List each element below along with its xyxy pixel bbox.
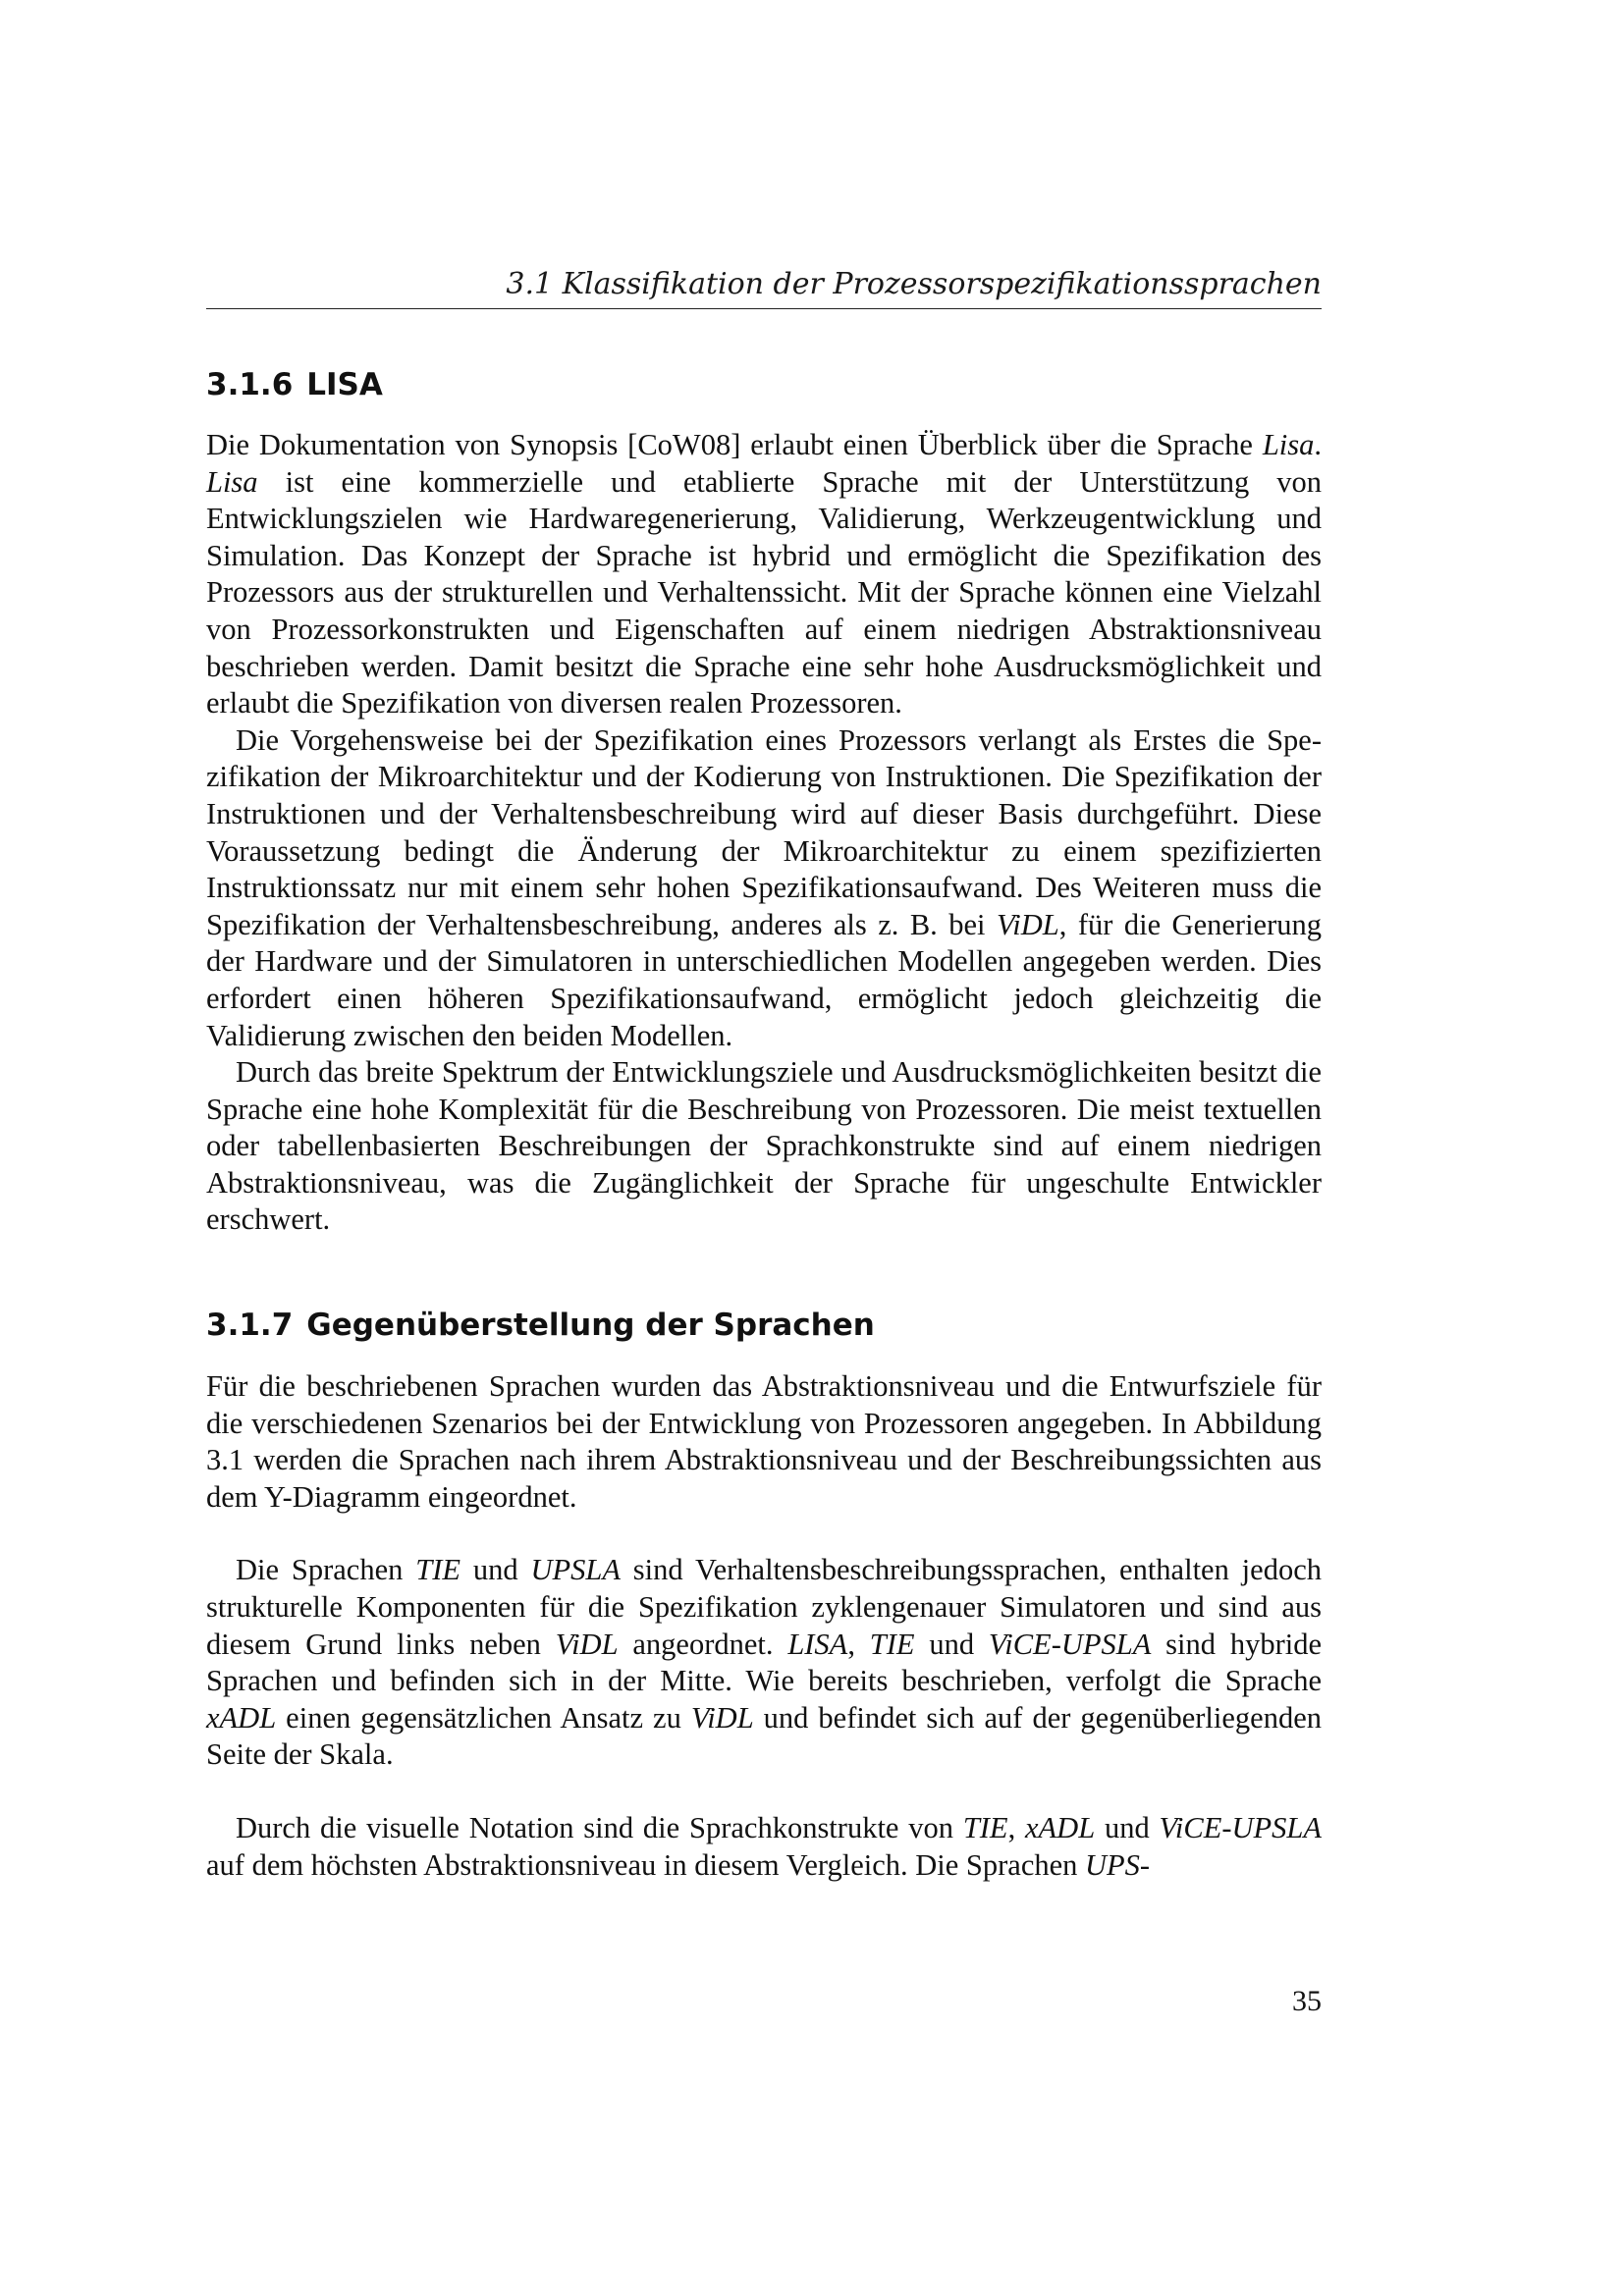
page-number: 35: [1292, 1985, 1322, 2017]
header-rule: [206, 308, 1322, 309]
section-number: 3.1.7: [206, 1308, 294, 1343]
running-header: 3.1 Klassifikation der Prozessorspezifikationssprachen: [506, 267, 1322, 301]
section-comparison-body: [206, 1368, 1322, 1884]
section-title: Gegenüberstellung der Sprachen: [306, 1308, 875, 1343]
section-title: LISA: [306, 367, 383, 402]
section-heading-comparison: [206, 1306, 1322, 1345]
paragraph: Die Sprachen TIE und UPSLA sind Verhaltensbeschreibungssprachen, enthalten jedoch strukturelle Komponenten für die Spezifikation zyklengenauer Simulatoren und sind aus diesem Grund links neben ViDL angeordnet. LISA, TIE und ViCE-UPSLA sind hybride Sprachen und befinden sich in der Mitte. Wie bereits beschrieben, verfolgt die Sprache xADL einen gegensätzlichen Ansatz zu ViDL und befindet sich auf der gegenüberliegenden Seite der Skala.: [206, 1553, 1322, 1772]
section-heading-lisa: [206, 365, 1322, 404]
paragraph: Für die beschriebenen Sprachen wurden das Abstraktionsniveau und die Entwurfsziele für die verschiedenen Szenarios bei der Entwicklung von Prozessoren angegeben. In Abbildung 3.1 werden die Sprachen nach ihrem Abstraktionsniveau und der Beschreibungssichten aus dem Y-Diagramm eingeordnet.: [206, 1369, 1322, 1514]
paragraph: Durch die visuelle Notation sind die Sprachkonstrukte von TIE, xADL und ViCE-UPSLA auf dem höchsten Abstraktionsniveau in diesem Vergleich. Die Sprachen UPS-: [206, 1810, 1323, 1882]
paragraph: Die Dokumentation von Synopsis [CoW08] erlaubt einen Überblick über die Sprache Lisa. Lisa ist eine kommerzielle und etablierte Sprache mit der Unterstützung von Entwicklungszielen wie Hardwaregenerierung, Validierung, Werkzeugentwicklung und Simulation. Das Konzept der Sprache ist hybrid und ermöglicht die Spezifikation des Prozessors aus der strukturellen und Verhaltenssicht. Mit der Sprache können eine Vielzahl von Prozessorkonstrukten und Eigenschaften auf einem niedrigen Abstraktionsniveau beschrieben werden. Damit besitzt die Sprache eine sehr hohe Ausdrucksmöglichkeit und erlaubt die Spezifikation von diversen realen Prozessoren.: [206, 428, 1322, 721]
section-number: 3.1.6: [206, 367, 294, 402]
section-lisa-body: [206, 427, 1322, 1239]
paragraph: Durch das breite Spektrum der Entwicklungsziele und Ausdrucksmöglichkeiten besitzt die Sprache eine hohe Komplexität für die Beschreibung von Prozessoren. Die meist textuellen oder tabellenbasierten Beschreibungen der Sprachkonstrukte sind auf einem niedrigen Abstraktionsniveau, was die Zugänglichkeit der Sprache für ungeschulte Entwickler erschwert.: [206, 1055, 1322, 1237]
paragraph: Die Vorgehensweise bei der Spezifikation eines Prozessors verlangt als Erstes die Spezifikation der Mikroarchitektur und der Kodierung von Instruktionen. Die Spezifikation der Instruktionen und der Verhaltensbeschreibung wird auf dieser Basis durchgeführt. Diese Voraussetzung bedingt die Änderung der Mikroarchitektur zu einem spezifizierten Instruktionssatz nur mit einem sehr hohen Spezifikationsaufwand. Des Weiteren muss die Spezifikation der Verhaltensbeschreibung, anderes als z. B. bei ViDL, für die Generierung der Hardware und der Simulatoren in unterschiedlichen Modellen angegeben werden. Dies erfordert einen höheren Spezifikationsaufwand, ermöglicht jedoch gleichzeitig die Validierung zwischen den beiden Modellen.: [206, 722, 1322, 1052]
